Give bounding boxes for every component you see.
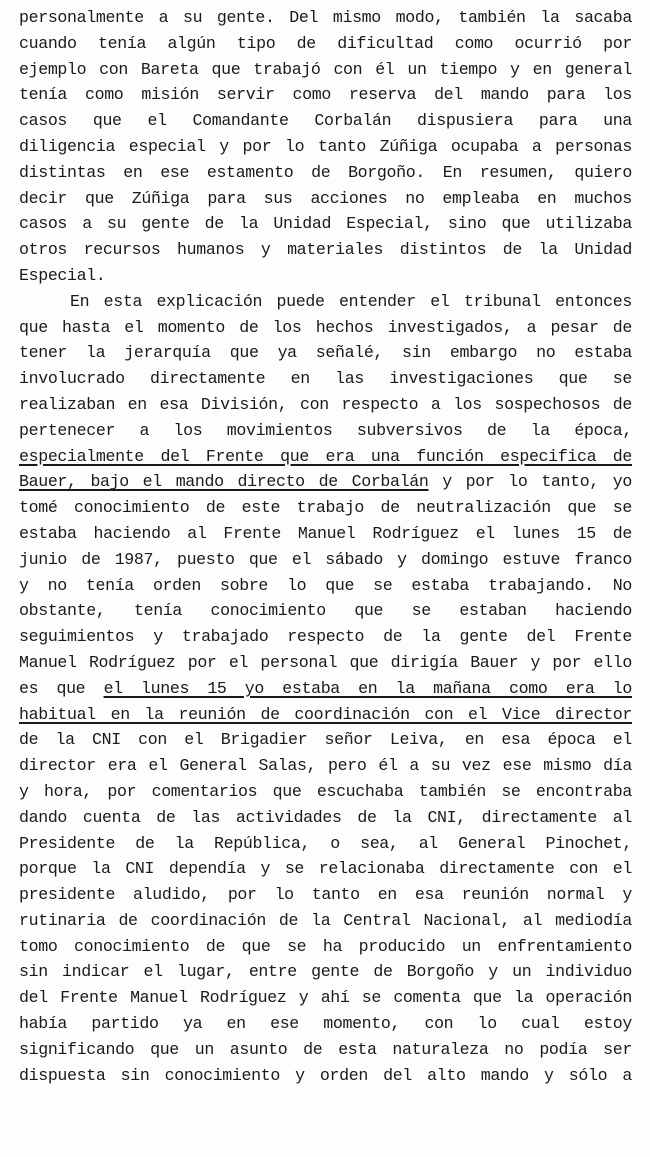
text-line: obstante, tenía conocimiento que se estaban haciendo [19, 601, 632, 621]
text-line: de la CNI con el Brigadier señor Leiva, en esa época el [19, 730, 632, 750]
text-line: decir que Zúñiga para sus acciones no empleaba en muchos [19, 188, 632, 208]
text-line: director era el General Salas, pero él a su vez ese mismo día [19, 756, 632, 776]
body-text [19, 5, 632, 1088]
underlined-text: habitual en la reunión de coordinación con el Vice director [19, 704, 632, 724]
underlined-text: Bauer, bajo el mando directo de Corbalán [19, 472, 429, 492]
text-line: y no tenía orden sobre lo que se estaba trabajando. No [19, 575, 632, 595]
text-line: personalmente a su gente. Del mismo modo, también la sacaba [19, 8, 632, 27]
text-line: Manuel Rodríguez por el personal que dirigía Bauer y por ello [19, 652, 632, 672]
text-line: realizaban en esa División, con respecto a los sospechosos de [19, 394, 632, 414]
text-line: tomo conocimiento de que se ha producido un enfrentamiento [19, 936, 632, 956]
line-text: es que [19, 678, 104, 698]
text-line: tenía como misión servir como reserva del mando para los [19, 85, 632, 105]
text-line: cuando tenía algún tipo de dificultad como ocurrió por [19, 33, 632, 53]
line-text: y por lo tanto, yo [428, 472, 632, 492]
text-line: diligencia especial y por lo tanto Zúñiga ocupaba a personas [19, 136, 632, 156]
text-line: junio de 1987, puesto que el sábado y domingo estuve franco [19, 549, 632, 569]
text-line [19, 676, 632, 702]
underlined-text: especialmente del Frente que era una función especifica de [19, 446, 632, 466]
text-line: casos a su gente de la Unidad Especial, sino que utilizaba [19, 214, 632, 234]
text-line: Especial. [19, 265, 106, 285]
text-line: había partido ya en ese momento, con lo cual estoy [19, 1014, 632, 1034]
text-line: seguimientos y trabajado respecto de la gente del Frente [19, 627, 632, 647]
text-line: Presidente de la República, o sea, al General Pinochet, [19, 833, 632, 853]
text-line: estaba haciendo al Frente Manuel Rodríguez el lunes 15 de [19, 523, 632, 543]
text-line [19, 469, 632, 495]
text-line: pertenecer a los movimientos subversivos de la época, [19, 420, 632, 440]
text-line: rutinaria de coordinación de la Central Nacional, al mediodía [19, 910, 632, 930]
underlined-text: el lunes 15 yo estaba en la mañana como era lo [103, 678, 632, 698]
text-line [19, 444, 632, 470]
text-line [19, 702, 632, 728]
text-line: significando que un asunto de esta naturaleza no podía ser [19, 1039, 632, 1059]
text-line: ejemplo con Bareta que trabajó con él un tiempo y en general [19, 59, 632, 79]
text-line: tomé conocimiento de este trabajo de neutralización que se [19, 498, 632, 518]
text-line: que hasta el momento de los hechos investigados, a pesar de [19, 317, 632, 337]
text-line: casos que el Comandante Corbalán dispusiera para una [19, 111, 632, 131]
text-line: tener la jerarquía que ya señalé, sin embargo no estaba [19, 343, 632, 363]
text-line: dando cuenta de las actividades de la CNI, directamente al [19, 807, 632, 827]
text-line: dispuesta sin conocimiento y orden del alto mando y sólo a [19, 1065, 632, 1085]
text-line: y hora, por comentarios que escuchaba también se encontraba [19, 781, 632, 801]
text-line: En esta explicación puede entender el tribunal entonces [70, 291, 632, 311]
text-line: presidente aludido, por lo tanto en esa reunión normal y [19, 885, 632, 905]
text-line: del Frente Manuel Rodríguez y ahí se comenta que la operación [19, 988, 632, 1008]
text-line: involucrado directamente en las investigaciones que se [19, 369, 632, 389]
text-line: distintas en ese estamento de Borgoño. En resumen, quiero [19, 162, 632, 182]
text-line: porque la CNI dependía y se relacionaba directamente con el [19, 859, 632, 879]
text-line: otros recursos humanos y materiales distintos de la Unidad [19, 240, 632, 260]
text-line: sin indicar el lugar, entre gente de Borgoño y un individuo [19, 962, 632, 982]
